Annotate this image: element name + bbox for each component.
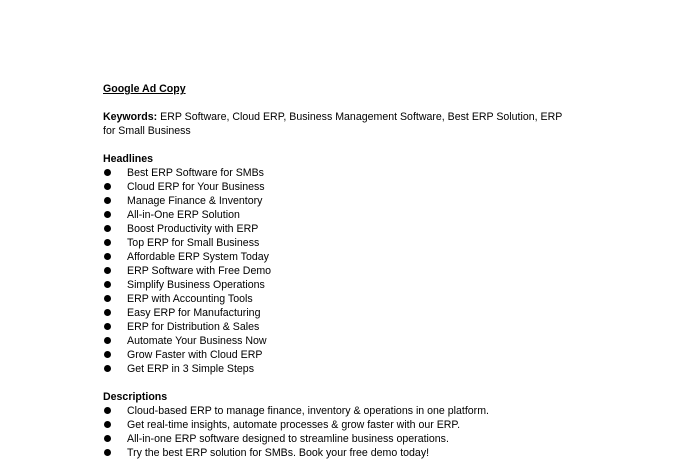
document-body (103, 82, 573, 460)
description-text: All-in-one ERP software designed to streamline business operations. (127, 433, 449, 445)
bullet-icon (104, 253, 111, 260)
description-item (103, 404, 573, 418)
headline-text: Get ERP in 3 Simple Steps (127, 363, 254, 375)
keywords-paragraph (103, 110, 573, 138)
bullet-icon (104, 337, 111, 344)
headline-text: ERP with Accounting Tools (127, 293, 253, 305)
headline-item (103, 166, 573, 180)
descriptions-list (103, 404, 573, 460)
headlines-heading: Headlines (103, 153, 154, 165)
bullet-icon (104, 183, 111, 190)
bullet-icon (104, 211, 111, 218)
keywords-label: Keywords: (103, 111, 158, 123)
headline-text: Top ERP for Small Business (127, 237, 260, 249)
keywords-text: ERP Software, Cloud ERP, Business Management Software, Best ERP Solution, ERP for Small Business (103, 111, 563, 137)
bullet-icon (104, 281, 111, 288)
bullet-icon (104, 239, 111, 246)
document-title: Google Ad Copy (103, 83, 186, 95)
bullet-icon (104, 351, 111, 358)
headline-item (103, 292, 573, 306)
headline-text: ERP for Distribution & Sales (127, 321, 260, 333)
headline-text: Affordable ERP System Today (127, 251, 269, 263)
headline-item (103, 362, 573, 376)
bullet-icon (104, 169, 111, 176)
description-item (103, 418, 573, 432)
headline-item (103, 264, 573, 278)
description-text: Cloud-based ERP to manage finance, inventory & operations in one platform. (127, 405, 489, 417)
descriptions-heading: Descriptions (103, 391, 168, 403)
bullet-icon (104, 421, 111, 428)
headline-item (103, 348, 573, 362)
bullet-icon (104, 323, 111, 330)
headline-item (103, 180, 573, 194)
headline-item (103, 222, 573, 236)
headline-text: Cloud ERP for Your Business (127, 181, 265, 193)
headlines-list (103, 166, 573, 376)
headline-item (103, 250, 573, 264)
headline-text: Grow Faster with Cloud ERP (127, 349, 263, 361)
description-text: Try the best ERP solution for SMBs. Book your free demo today! (127, 447, 430, 459)
headline-text: Easy ERP for Manufacturing (127, 307, 261, 319)
headline-text: Automate Your Business Now (127, 335, 267, 347)
headline-item (103, 208, 573, 222)
description-item (103, 446, 573, 460)
bullet-icon (104, 435, 111, 442)
headline-item (103, 194, 573, 208)
headline-item (103, 236, 573, 250)
bullet-icon (104, 407, 111, 414)
headline-text: Best ERP Software for SMBs (127, 167, 264, 179)
headline-text: Manage Finance & Inventory (127, 195, 263, 207)
headline-item (103, 306, 573, 320)
description-text: Get real-time insights, automate processes & grow faster with our ERP. (127, 419, 461, 431)
description-item (103, 432, 573, 446)
headline-text: All-in-One ERP Solution (127, 209, 240, 221)
bullet-icon (104, 267, 111, 274)
headline-item (103, 334, 573, 348)
bullet-icon (104, 365, 111, 372)
headline-text: Boost Productivity with ERP (127, 223, 259, 235)
bullet-icon (104, 295, 111, 302)
headline-text: ERP Software with Free Demo (127, 265, 272, 277)
headline-item (103, 278, 573, 292)
bullet-icon (104, 449, 111, 456)
bullet-icon (104, 197, 111, 204)
headline-item (103, 320, 573, 334)
headline-text: Simplify Business Operations (127, 279, 265, 291)
bullet-icon (104, 225, 111, 232)
bullet-icon (104, 309, 111, 316)
